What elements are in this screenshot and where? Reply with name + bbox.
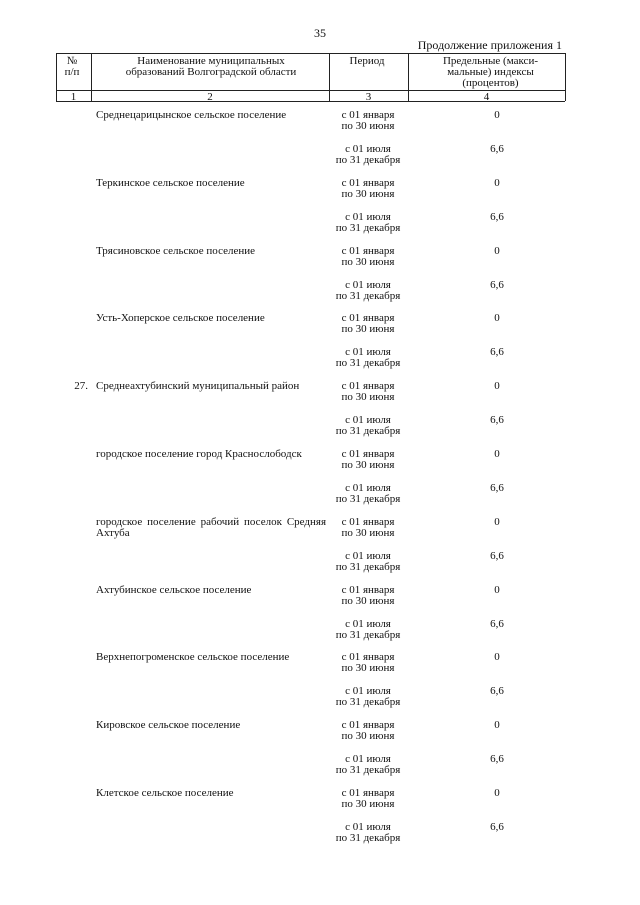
index-first-half: 0: [494, 516, 500, 528]
index-first-half: 0: [494, 651, 500, 663]
period-second-half: с 01 июля по 31 декабря: [335, 821, 401, 844]
municipality-name: Усть-Хоперское сельское поселение: [96, 312, 265, 324]
period-second-half: с 01 июля по 31 декабря: [335, 414, 401, 437]
index-first-half: 0: [494, 448, 500, 460]
index-second-half: 6,6: [490, 685, 504, 697]
header-index: Предельные (макси- мальные) индексы (процентов): [442, 55, 538, 89]
period-second-half: с 01 июля по 31 декабря: [335, 618, 401, 641]
municipality-name: Теркинское сельское поселение: [96, 177, 245, 189]
index-first-half: 0: [494, 245, 500, 257]
period-second-half: с 01 июля по 31 декабря: [335, 346, 401, 369]
municipality-name: Среднецарицынское сельское поселение: [96, 109, 287, 121]
index-first-half: 0: [494, 787, 500, 799]
municipality-name: Ахтубинское сельское поселение: [96, 584, 252, 596]
municipality-name: Трясиновское сельское поселение: [96, 245, 256, 257]
index-second-half: 6,6: [490, 279, 504, 291]
index-first-half: 0: [494, 380, 500, 392]
header-period: Период: [349, 55, 385, 67]
period-second-half: с 01 июля по 31 декабря: [335, 279, 401, 302]
period-second-half: с 01 июля по 31 декабря: [335, 211, 401, 234]
index-second-half: 6,6: [490, 211, 504, 223]
index-second-half: 6,6: [490, 143, 504, 155]
period-second-half: с 01 июля по 31 декабря: [335, 482, 401, 505]
municipality-name: городское поселение рабочий поселок Средняя Ахтуба: [96, 516, 326, 539]
index-second-half: 6,6: [490, 821, 504, 833]
appendix-label: Продолжение приложения 1: [417, 38, 562, 52]
period-second-half: с 01 июля по 31 декабря: [335, 550, 401, 573]
index-second-half: 6,6: [490, 482, 504, 494]
colnum-2: 2: [207, 91, 213, 103]
period-first-half: с 01 января по 30 июня: [341, 448, 395, 471]
period-first-half: с 01 января по 30 июня: [341, 380, 395, 403]
page-number: 35: [314, 26, 326, 40]
header-top-rule: [56, 53, 565, 54]
period-second-half: с 01 июля по 31 декабря: [335, 143, 401, 166]
municipality-name: городское поселение город Краснослободск: [96, 448, 302, 460]
colnum-3: 3: [365, 91, 372, 103]
table-right-border: [565, 53, 566, 101]
period-first-half: с 01 января по 30 июня: [341, 312, 395, 335]
index-second-half: 6,6: [490, 550, 504, 562]
period-first-half: с 01 января по 30 июня: [341, 177, 395, 200]
index-first-half: 0: [494, 312, 500, 324]
municipality-name: Клетское сельское поселение: [96, 787, 234, 799]
index-first-half: 0: [494, 719, 500, 731]
index-first-half: 0: [494, 177, 500, 189]
row-number: 27.: [74, 380, 88, 392]
municipality-name: Среднеахтубинский муниципальный район: [96, 380, 300, 392]
period-first-half: с 01 января по 30 июня: [341, 516, 395, 539]
period-first-half: с 01 января по 30 июня: [341, 109, 395, 132]
municipality-name: Верхнепогроменское сельское поселение: [96, 651, 290, 663]
period-first-half: с 01 января по 30 июня: [341, 584, 395, 607]
period-first-half: с 01 января по 30 июня: [341, 719, 395, 742]
period-first-half: с 01 января по 30 июня: [341, 787, 395, 810]
colnum-4: 4: [483, 91, 490, 103]
period-second-half: с 01 июля по 31 декабря: [335, 685, 401, 708]
municipality-name: Кировское сельское поселение: [96, 719, 241, 731]
index-second-half: 6,6: [490, 414, 504, 426]
header-num: № п/п: [64, 55, 80, 78]
header-name: Наименование муниципальных образований Волгоградской области: [125, 55, 297, 78]
index-first-half: 0: [494, 584, 500, 596]
index-second-half: 6,6: [490, 618, 504, 630]
index-first-half: 0: [494, 109, 500, 121]
period-first-half: с 01 января по 30 июня: [341, 651, 395, 674]
period-first-half: с 01 января по 30 июня: [341, 245, 395, 268]
period-second-half: с 01 июля по 31 декабря: [335, 753, 401, 776]
index-second-half: 6,6: [490, 346, 504, 358]
index-second-half: 6,6: [490, 753, 504, 765]
colnum-1: 1: [70, 91, 77, 103]
